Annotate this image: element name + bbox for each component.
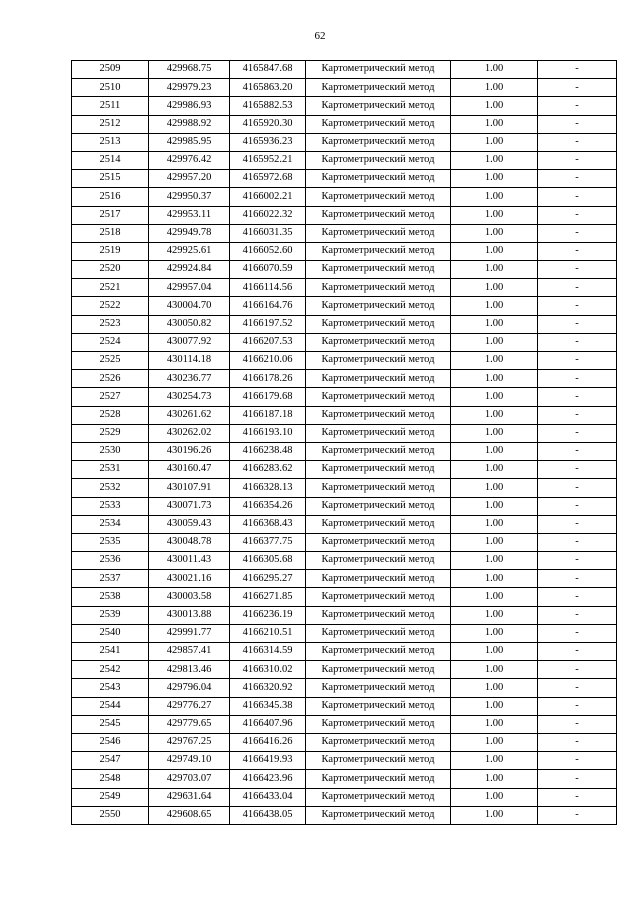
x-coordinate-cell: 430254.73 — [149, 388, 230, 406]
point-number-cell: 2512 — [72, 115, 149, 133]
x-coordinate-cell: 429949.78 — [149, 224, 230, 242]
method-cell: Картометрический метод — [306, 497, 451, 515]
table-row — [72, 370, 617, 388]
accuracy-cell: 1.00 — [451, 242, 538, 260]
y-coordinate-cell: 4166197.52 — [230, 315, 306, 333]
y-coordinate-cell: 4166238.48 — [230, 442, 306, 460]
description-cell: - — [538, 424, 617, 442]
y-coordinate-cell: 4166438.05 — [230, 806, 306, 824]
method-cell: Картометрический метод — [306, 588, 451, 606]
table-row — [72, 224, 617, 242]
x-coordinate-cell: 429957.04 — [149, 279, 230, 297]
method-cell: Картометрический метод — [306, 679, 451, 697]
point-number-cell: 2513 — [72, 133, 149, 151]
y-coordinate-cell: 4166187.18 — [230, 406, 306, 424]
accuracy-cell: 1.00 — [451, 370, 538, 388]
accuracy-cell: 1.00 — [451, 643, 538, 661]
y-coordinate-cell: 4166179.68 — [230, 388, 306, 406]
method-cell: Картометрический метод — [306, 115, 451, 133]
description-cell: - — [538, 333, 617, 351]
y-coordinate-cell: 4165920.30 — [230, 115, 306, 133]
y-coordinate-cell: 4166283.62 — [230, 461, 306, 479]
accuracy-cell: 1.00 — [451, 697, 538, 715]
point-number-cell: 2533 — [72, 497, 149, 515]
y-coordinate-cell: 4166002.21 — [230, 188, 306, 206]
method-cell: Картометрический метод — [306, 424, 451, 442]
description-cell: - — [538, 788, 617, 806]
y-coordinate-cell: 4166022.32 — [230, 206, 306, 224]
description-cell: - — [538, 643, 617, 661]
x-coordinate-cell: 430011.43 — [149, 552, 230, 570]
method-cell: Картометрический метод — [306, 715, 451, 733]
accuracy-cell: 1.00 — [451, 497, 538, 515]
y-coordinate-cell: 4166433.04 — [230, 788, 306, 806]
point-number-cell: 2532 — [72, 479, 149, 497]
y-coordinate-cell: 4166320.92 — [230, 679, 306, 697]
y-coordinate-cell: 4165863.20 — [230, 79, 306, 97]
y-coordinate-cell: 4166164.76 — [230, 297, 306, 315]
point-number-cell: 2537 — [72, 570, 149, 588]
method-cell: Картометрический метод — [306, 97, 451, 115]
table-row — [72, 424, 617, 442]
point-number-cell: 2542 — [72, 661, 149, 679]
table-row — [72, 388, 617, 406]
accuracy-cell: 1.00 — [451, 315, 538, 333]
point-number-cell: 2534 — [72, 515, 149, 533]
x-coordinate-cell: 429767.25 — [149, 733, 230, 751]
y-coordinate-cell: 4166031.35 — [230, 224, 306, 242]
method-cell: Картометрический метод — [306, 442, 451, 460]
table-row — [72, 97, 617, 115]
accuracy-cell: 1.00 — [451, 533, 538, 551]
method-cell: Картометрический метод — [306, 224, 451, 242]
table-row — [72, 297, 617, 315]
point-number-cell: 2519 — [72, 242, 149, 260]
point-number-cell: 2545 — [72, 715, 149, 733]
table-row — [72, 570, 617, 588]
method-cell: Картометрический метод — [306, 752, 451, 770]
x-coordinate-cell: 430021.16 — [149, 570, 230, 588]
x-coordinate-cell: 429976.42 — [149, 151, 230, 169]
y-coordinate-cell: 4166416.26 — [230, 733, 306, 751]
accuracy-cell: 1.00 — [451, 115, 538, 133]
accuracy-cell: 1.00 — [451, 170, 538, 188]
point-number-cell: 2548 — [72, 770, 149, 788]
method-cell: Картометрический метод — [306, 661, 451, 679]
accuracy-cell: 1.00 — [451, 624, 538, 642]
accuracy-cell: 1.00 — [451, 97, 538, 115]
table-row — [72, 279, 617, 297]
table-row — [72, 479, 617, 497]
accuracy-cell: 1.00 — [451, 388, 538, 406]
method-cell: Картометрический метод — [306, 170, 451, 188]
x-coordinate-cell: 429988.92 — [149, 115, 230, 133]
x-coordinate-cell: 430107.91 — [149, 479, 230, 497]
method-cell: Картометрический метод — [306, 79, 451, 97]
table-row — [72, 643, 617, 661]
y-coordinate-cell: 4165882.53 — [230, 97, 306, 115]
point-number-cell: 2523 — [72, 315, 149, 333]
point-number-cell: 2517 — [72, 206, 149, 224]
accuracy-cell: 1.00 — [451, 333, 538, 351]
accuracy-cell: 1.00 — [451, 297, 538, 315]
description-cell: - — [538, 806, 617, 824]
table-row — [72, 242, 617, 260]
table-row — [72, 661, 617, 679]
table-row — [72, 679, 617, 697]
method-cell: Картометрический метод — [306, 515, 451, 533]
x-coordinate-cell: 430048.78 — [149, 533, 230, 551]
x-coordinate-cell: 430262.02 — [149, 424, 230, 442]
y-coordinate-cell: 4165972.68 — [230, 170, 306, 188]
table-row — [72, 733, 617, 751]
point-number-cell: 2514 — [72, 151, 149, 169]
x-coordinate-cell: 429779.65 — [149, 715, 230, 733]
method-cell: Картометрический метод — [306, 461, 451, 479]
table-row — [72, 624, 617, 642]
point-number-cell: 2529 — [72, 424, 149, 442]
y-coordinate-cell: 4166305.68 — [230, 552, 306, 570]
y-coordinate-cell: 4166368.43 — [230, 515, 306, 533]
description-cell: - — [538, 61, 617, 79]
x-coordinate-cell: 429957.20 — [149, 170, 230, 188]
accuracy-cell: 1.00 — [451, 406, 538, 424]
table-row — [72, 552, 617, 570]
y-coordinate-cell: 4166178.26 — [230, 370, 306, 388]
table-row — [72, 115, 617, 133]
point-number-cell: 2539 — [72, 606, 149, 624]
description-cell: - — [538, 170, 617, 188]
method-cell: Картометрический метод — [306, 206, 451, 224]
method-cell: Картометрический метод — [306, 297, 451, 315]
method-cell: Картометрический метод — [306, 643, 451, 661]
description-cell: - — [538, 79, 617, 97]
description-cell: - — [538, 497, 617, 515]
table-row — [72, 606, 617, 624]
description-cell: - — [538, 133, 617, 151]
accuracy-cell: 1.00 — [451, 461, 538, 479]
table-row — [72, 770, 617, 788]
x-coordinate-cell: 430071.73 — [149, 497, 230, 515]
accuracy-cell: 1.00 — [451, 788, 538, 806]
table-row — [72, 261, 617, 279]
table-row — [72, 151, 617, 169]
accuracy-cell: 1.00 — [451, 715, 538, 733]
description-cell: - — [538, 115, 617, 133]
method-cell: Картометрический метод — [306, 61, 451, 79]
table-row — [72, 442, 617, 460]
accuracy-cell: 1.00 — [451, 61, 538, 79]
table-row — [72, 533, 617, 551]
y-coordinate-cell: 4166210.51 — [230, 624, 306, 642]
point-number-cell: 2518 — [72, 224, 149, 242]
description-cell: - — [538, 297, 617, 315]
point-number-cell: 2550 — [72, 806, 149, 824]
point-number-cell: 2527 — [72, 388, 149, 406]
point-number-cell: 2549 — [72, 788, 149, 806]
description-cell: - — [538, 279, 617, 297]
accuracy-cell: 1.00 — [451, 661, 538, 679]
x-coordinate-cell: 429950.37 — [149, 188, 230, 206]
method-cell: Картометрический метод — [306, 606, 451, 624]
y-coordinate-cell: 4165847.68 — [230, 61, 306, 79]
x-coordinate-cell: 429776.27 — [149, 697, 230, 715]
point-number-cell: 2544 — [72, 697, 149, 715]
table-row — [72, 133, 617, 151]
description-cell: - — [538, 97, 617, 115]
description-cell: - — [538, 242, 617, 260]
accuracy-cell: 1.00 — [451, 224, 538, 242]
table-row — [72, 788, 617, 806]
y-coordinate-cell: 4166295.27 — [230, 570, 306, 588]
x-coordinate-cell: 429749.10 — [149, 752, 230, 770]
table-row — [72, 352, 617, 370]
y-coordinate-cell: 4166236.19 — [230, 606, 306, 624]
x-coordinate-cell: 429986.93 — [149, 97, 230, 115]
method-cell: Картометрический метод — [306, 479, 451, 497]
point-number-cell: 2540 — [72, 624, 149, 642]
accuracy-cell: 1.00 — [451, 679, 538, 697]
x-coordinate-cell: 429924.84 — [149, 261, 230, 279]
point-number-cell: 2538 — [72, 588, 149, 606]
x-coordinate-cell: 429979.23 — [149, 79, 230, 97]
x-coordinate-cell: 429608.65 — [149, 806, 230, 824]
table-row — [72, 588, 617, 606]
method-cell: Картометрический метод — [306, 133, 451, 151]
y-coordinate-cell: 4166207.53 — [230, 333, 306, 351]
accuracy-cell: 1.00 — [451, 279, 538, 297]
description-cell: - — [538, 733, 617, 751]
accuracy-cell: 1.00 — [451, 552, 538, 570]
method-cell: Картометрический метод — [306, 624, 451, 642]
description-cell: - — [538, 515, 617, 533]
accuracy-cell: 1.00 — [451, 133, 538, 151]
description-cell: - — [538, 352, 617, 370]
y-coordinate-cell: 4166345.38 — [230, 697, 306, 715]
x-coordinate-cell: 430236.77 — [149, 370, 230, 388]
description-cell: - — [538, 715, 617, 733]
description-cell: - — [538, 461, 617, 479]
table-row — [72, 515, 617, 533]
point-number-cell: 2531 — [72, 461, 149, 479]
accuracy-cell: 1.00 — [451, 261, 538, 279]
y-coordinate-cell: 4166114.56 — [230, 279, 306, 297]
description-cell: - — [538, 570, 617, 588]
description-cell: - — [538, 442, 617, 460]
y-coordinate-cell: 4166070.59 — [230, 261, 306, 279]
table-row — [72, 697, 617, 715]
x-coordinate-cell: 430013.88 — [149, 606, 230, 624]
accuracy-cell: 1.00 — [451, 570, 538, 588]
description-cell: - — [538, 552, 617, 570]
y-coordinate-cell: 4166407.96 — [230, 715, 306, 733]
accuracy-cell: 1.00 — [451, 206, 538, 224]
table-row — [72, 333, 617, 351]
x-coordinate-cell: 430059.43 — [149, 515, 230, 533]
description-cell: - — [538, 151, 617, 169]
method-cell: Картометрический метод — [306, 151, 451, 169]
description-cell: - — [538, 679, 617, 697]
table-row — [72, 315, 617, 333]
accuracy-cell: 1.00 — [451, 79, 538, 97]
description-cell: - — [538, 661, 617, 679]
y-coordinate-cell: 4166354.26 — [230, 497, 306, 515]
coordinates-table — [71, 60, 617, 825]
point-number-cell: 2543 — [72, 679, 149, 697]
x-coordinate-cell: 429953.11 — [149, 206, 230, 224]
y-coordinate-cell: 4165952.21 — [230, 151, 306, 169]
table-row — [72, 61, 617, 79]
accuracy-cell: 1.00 — [451, 588, 538, 606]
x-coordinate-cell: 430077.92 — [149, 333, 230, 351]
y-coordinate-cell: 4166328.13 — [230, 479, 306, 497]
x-coordinate-cell: 430050.82 — [149, 315, 230, 333]
x-coordinate-cell: 429968.75 — [149, 61, 230, 79]
page-number: 62 — [314, 30, 326, 42]
x-coordinate-cell: 429925.61 — [149, 242, 230, 260]
description-cell: - — [538, 370, 617, 388]
point-number-cell: 2524 — [72, 333, 149, 351]
table-row — [72, 206, 617, 224]
point-number-cell: 2528 — [72, 406, 149, 424]
accuracy-cell: 1.00 — [451, 606, 538, 624]
accuracy-cell: 1.00 — [451, 733, 538, 751]
point-number-cell: 2522 — [72, 297, 149, 315]
method-cell: Картометрический метод — [306, 242, 451, 260]
accuracy-cell: 1.00 — [451, 151, 538, 169]
y-coordinate-cell: 4166310.02 — [230, 661, 306, 679]
method-cell: Картометрический метод — [306, 697, 451, 715]
description-cell: - — [538, 533, 617, 551]
x-coordinate-cell: 430003.58 — [149, 588, 230, 606]
y-coordinate-cell: 4166193.10 — [230, 424, 306, 442]
accuracy-cell: 1.00 — [451, 752, 538, 770]
description-cell: - — [538, 261, 617, 279]
point-number-cell: 2509 — [72, 61, 149, 79]
table-row — [72, 806, 617, 824]
x-coordinate-cell: 429813.46 — [149, 661, 230, 679]
method-cell: Картометрический метод — [306, 388, 451, 406]
point-number-cell: 2541 — [72, 643, 149, 661]
method-cell: Картометрический метод — [306, 533, 451, 551]
x-coordinate-cell: 429631.64 — [149, 788, 230, 806]
table-row — [72, 752, 617, 770]
description-cell: - — [538, 315, 617, 333]
accuracy-cell: 1.00 — [451, 424, 538, 442]
table-row — [72, 188, 617, 206]
y-coordinate-cell: 4166052.60 — [230, 242, 306, 260]
description-cell: - — [538, 206, 617, 224]
method-cell: Картометрический метод — [306, 806, 451, 824]
method-cell: Картометрический метод — [306, 733, 451, 751]
point-number-cell: 2525 — [72, 352, 149, 370]
method-cell: Картометрический метод — [306, 788, 451, 806]
point-number-cell: 2536 — [72, 552, 149, 570]
point-number-cell: 2516 — [72, 188, 149, 206]
y-coordinate-cell: 4166377.75 — [230, 533, 306, 551]
x-coordinate-cell: 429703.07 — [149, 770, 230, 788]
accuracy-cell: 1.00 — [451, 479, 538, 497]
x-coordinate-cell: 430004.70 — [149, 297, 230, 315]
point-number-cell: 2510 — [72, 79, 149, 97]
x-coordinate-cell: 430196.26 — [149, 442, 230, 460]
accuracy-cell: 1.00 — [451, 515, 538, 533]
accuracy-cell: 1.00 — [451, 442, 538, 460]
method-cell: Картометрический метод — [306, 188, 451, 206]
method-cell: Картометрический метод — [306, 333, 451, 351]
method-cell: Картометрический метод — [306, 261, 451, 279]
description-cell: - — [538, 624, 617, 642]
point-number-cell: 2530 — [72, 442, 149, 460]
y-coordinate-cell: 4166423.96 — [230, 770, 306, 788]
table-row — [72, 461, 617, 479]
description-cell: - — [538, 697, 617, 715]
table-row — [72, 715, 617, 733]
method-cell: Картометрический метод — [306, 570, 451, 588]
point-number-cell: 2547 — [72, 752, 149, 770]
table-row — [72, 406, 617, 424]
description-cell: - — [538, 388, 617, 406]
x-coordinate-cell: 430160.47 — [149, 461, 230, 479]
x-coordinate-cell: 429991.77 — [149, 624, 230, 642]
point-number-cell: 2515 — [72, 170, 149, 188]
description-cell: - — [538, 479, 617, 497]
point-number-cell: 2511 — [72, 97, 149, 115]
accuracy-cell: 1.00 — [451, 770, 538, 788]
description-cell: - — [538, 770, 617, 788]
method-cell: Картометрический метод — [306, 770, 451, 788]
method-cell: Картометрический метод — [306, 279, 451, 297]
accuracy-cell: 1.00 — [451, 352, 538, 370]
y-coordinate-cell: 4166314.59 — [230, 643, 306, 661]
description-cell: - — [538, 606, 617, 624]
description-cell: - — [538, 406, 617, 424]
description-cell: - — [538, 588, 617, 606]
method-cell: Картометрический метод — [306, 406, 451, 424]
y-coordinate-cell: 4165936.23 — [230, 133, 306, 151]
x-coordinate-cell: 429985.95 — [149, 133, 230, 151]
point-number-cell: 2520 — [72, 261, 149, 279]
x-coordinate-cell: 429796.04 — [149, 679, 230, 697]
point-number-cell: 2546 — [72, 733, 149, 751]
method-cell: Картометрический метод — [306, 552, 451, 570]
x-coordinate-cell: 429857.41 — [149, 643, 230, 661]
y-coordinate-cell: 4166210.06 — [230, 352, 306, 370]
point-number-cell: 2526 — [72, 370, 149, 388]
method-cell: Картометрический метод — [306, 315, 451, 333]
x-coordinate-cell: 430261.62 — [149, 406, 230, 424]
y-coordinate-cell: 4166419.93 — [230, 752, 306, 770]
table-row — [72, 497, 617, 515]
point-number-cell: 2535 — [72, 533, 149, 551]
x-coordinate-cell: 430114.18 — [149, 352, 230, 370]
description-cell: - — [538, 224, 617, 242]
accuracy-cell: 1.00 — [451, 188, 538, 206]
table-row — [72, 170, 617, 188]
accuracy-cell: 1.00 — [451, 806, 538, 824]
coordinates-table-body — [72, 61, 617, 825]
point-number-cell: 2521 — [72, 279, 149, 297]
method-cell: Картометрический метод — [306, 352, 451, 370]
y-coordinate-cell: 4166271.85 — [230, 588, 306, 606]
method-cell: Картометрический метод — [306, 370, 451, 388]
description-cell: - — [538, 752, 617, 770]
description-cell: - — [538, 188, 617, 206]
table-row — [72, 79, 617, 97]
